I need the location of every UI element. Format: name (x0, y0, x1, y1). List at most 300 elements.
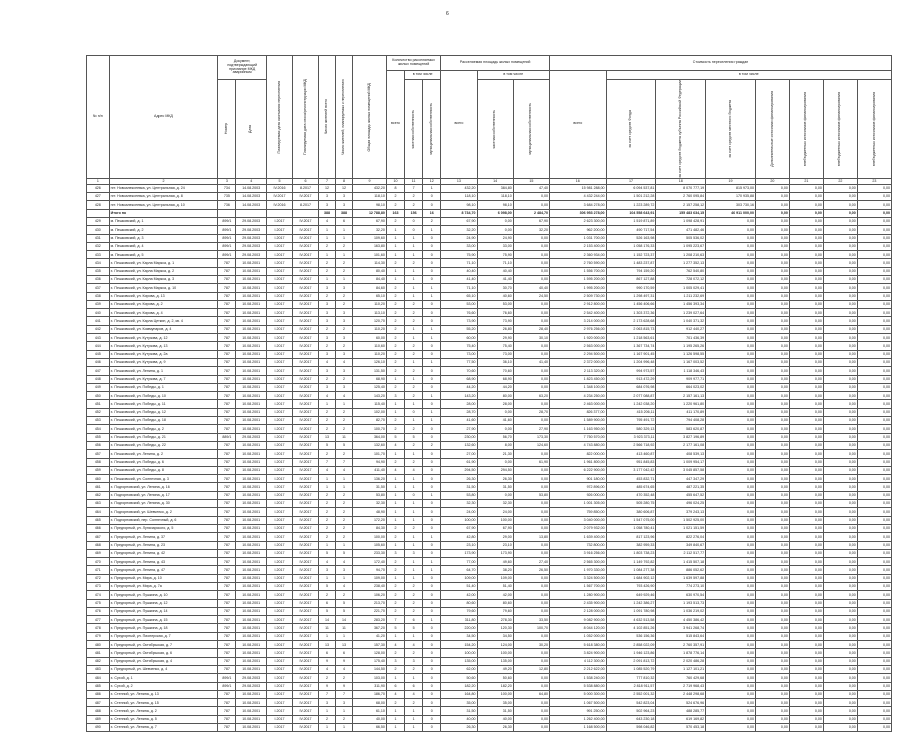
table-row (87, 665, 892, 673)
cell-ao: 40,00 (477, 715, 513, 723)
cell-addr: х. Степной, ул. Ленина, д. 5 (109, 715, 218, 723)
cell-cm: 0 (423, 234, 441, 242)
col-header-cost-other2: внебюджетных источников финансирования (823, 80, 857, 179)
cell-cl: 0,00 (706, 350, 756, 358)
cell-cm: 1 (423, 566, 441, 574)
cell-addr: х. Предгорный, ул. Ленина, д. 42 (109, 549, 218, 557)
cell-res: 1 (319, 226, 336, 234)
cell-ao: 44,20 (477, 383, 513, 391)
cell-pq: I.2017 (266, 549, 292, 557)
cell-at: 64,70 (441, 566, 477, 574)
cell-pq: I.2017 (266, 665, 292, 673)
cell-area: 132,60 (352, 441, 386, 449)
cell-cf: 913 472,29 (606, 375, 656, 383)
cell-rs: 2 (336, 242, 353, 250)
cell-dd: 10.08.2001 (236, 574, 267, 582)
cell-dd: 10.08.2001 (236, 450, 267, 458)
cell-cm: 0 (423, 201, 441, 209)
cell-ct: 4 (386, 641, 404, 649)
cell-ao: 24,00 (477, 508, 513, 516)
cell-co: 156 (405, 209, 423, 217)
cell-ce: 0,00 (755, 259, 789, 267)
cell-addr: х. Предгорный, ул. Луначарского, д. 5 (109, 524, 218, 532)
cell-at: 75,90 (441, 251, 477, 259)
cell-res: 7 (319, 690, 336, 698)
cell-am: 0,00 (513, 483, 549, 491)
cell-n: 481 (87, 649, 110, 657)
cell-ct: 2 (386, 599, 404, 607)
cell-ao: 75,90 (477, 251, 513, 259)
cell-cl: 303 730,16 (706, 201, 756, 209)
cell-ce: 0,00 (789, 690, 823, 698)
table-row (87, 276, 892, 284)
col-header-cost-total: всего (549, 71, 606, 179)
cell-pq: I.2017 (266, 475, 292, 483)
cell-ce: 0,00 (755, 574, 789, 582)
cell-ce: 0,00 (823, 383, 857, 391)
cell-ce: 0,00 (755, 707, 789, 715)
cell-ce: 0,00 (823, 276, 857, 284)
cell-n: 480 (87, 641, 110, 649)
cell-rs: 3 (336, 566, 353, 574)
cell-cl: 0,00 (706, 599, 756, 607)
cell-am: 33,50 (513, 616, 549, 624)
cell-co: 1 (405, 334, 423, 342)
cell-ao: 50,60 (477, 674, 513, 682)
cell-cl: 0,00 (706, 607, 756, 615)
cell-addr: х. Пешковский, ул. Карла Маркса, д. 3 (109, 276, 218, 284)
cell-pq: I.2017 (266, 508, 292, 516)
col-header-cost-incl: в том числе (606, 71, 891, 80)
cell-cr: 2 157 161,13 (656, 392, 706, 400)
cell-pd: IV.2017 (293, 392, 319, 400)
cell-am: 0,00 (513, 724, 549, 732)
cell-cf: 413 460,87 (606, 450, 656, 458)
table-row (87, 458, 892, 466)
cell-ct: 1 (386, 276, 404, 284)
cell-pq: I.2017 (266, 674, 292, 682)
cell-res: 2 (319, 342, 336, 350)
cell-co: 2 (405, 201, 423, 209)
cell-cf: 1 058 176,33 (606, 242, 656, 250)
cell-cost: 1 163 950,00 (549, 425, 606, 433)
cell-addr: х. Предгорный, ул. Пушкина, д. 10 (109, 591, 218, 599)
cell-ce: 0,00 (789, 184, 823, 192)
cell-cost: 826 377,00 (549, 408, 606, 416)
cell-dn: 787 (218, 574, 236, 582)
cell-addr: х. Пешковский, ул. Кутузова, д. 12 (109, 334, 218, 342)
cell-dn: 787 (218, 500, 236, 508)
cell-pd: IV.2017 (293, 574, 319, 582)
cell-res: 3 (319, 309, 336, 317)
cell-dd: 10.08.2001 (236, 582, 267, 590)
cell-pq: I.2017 (266, 242, 292, 250)
cell-cl: 0,00 (706, 674, 756, 682)
cell-ce: 0,00 (755, 541, 789, 549)
cell-ao: 38,20 (477, 566, 513, 574)
cell-n: 469 (87, 549, 110, 557)
cell-n: 476 (87, 607, 110, 615)
cell-dn: 787 (218, 541, 236, 549)
cell-n: 444 (87, 342, 110, 350)
cell-addr: х. Предгорный, ул. Шевченко, д. 4 (109, 665, 218, 673)
cell-pd: IV.2017 (293, 441, 319, 449)
cell-rs: 6 (336, 217, 353, 225)
cell-ce: 0,00 (857, 342, 891, 350)
col-header-count-group: Количество расселяемых жилых помещений (386, 56, 440, 71)
cell-addr: х. Пешковский, ул. Карла Маркса, д. 2 (109, 267, 218, 275)
cell-rs: 2 (336, 300, 353, 308)
cell-ce: 0,00 (789, 259, 823, 267)
cell-cr: 1 126 598,55 (656, 350, 706, 358)
cell-ce: 0,00 (857, 284, 891, 292)
cell-dd: 10.08.2001 (236, 475, 267, 483)
cell-cf: 382 959,33 (606, 541, 656, 549)
table-row (87, 317, 892, 325)
cell-rs: 2 (336, 375, 353, 383)
cell-cl: 0,00 (706, 566, 756, 574)
cell-dd: 10.08.2001 (236, 400, 267, 408)
cell-area: 238,40 (352, 582, 386, 590)
cell-area: 106,20 (352, 591, 386, 599)
cell-cost: 3 824 900,00 (549, 649, 606, 657)
cell-area: 118,10 (352, 193, 386, 201)
table-row (87, 383, 892, 391)
cell-res: 2 (319, 500, 336, 508)
cell-am: 63,20 (513, 392, 549, 400)
col-header-area-group: Расселяемая площадь жилых помещений (441, 56, 550, 71)
cell-area: 432,20 (352, 184, 386, 192)
cell-ce: 0,00 (789, 367, 823, 375)
cell-am: 0,00 (513, 234, 549, 242)
cell-ao: 33,00 (477, 242, 513, 250)
cell-co: 1 (405, 541, 423, 549)
cell-area: 41,20 (352, 632, 386, 640)
cell-am: 0,00 (513, 591, 549, 599)
cell-ao: 0,00 (477, 458, 513, 466)
cell-ct: 2 (386, 458, 404, 466)
cell-cl: 0,00 (706, 317, 756, 325)
cell-ce: 0,00 (755, 624, 789, 632)
cell-ce: 0,00 (857, 383, 891, 391)
cell-rs: 1 (336, 707, 353, 715)
cell-pd: IV.2017 (293, 657, 319, 665)
cell-pq: I.2017 (266, 715, 292, 723)
cell-pq: I.2017 (266, 375, 292, 383)
cell-at: 132,60 (441, 441, 477, 449)
table-row (87, 516, 892, 524)
cell-n: 479 (87, 632, 110, 640)
cell-at: 35,00 (441, 699, 477, 707)
cell-cr: 8 070 777,19 (656, 184, 706, 192)
cell-rs: 2 (336, 516, 353, 524)
cell-ce: 0,00 (755, 400, 789, 408)
cell-cr: 570 453,18 (656, 724, 706, 732)
cell-cost: 4 112 300,00 (549, 657, 606, 665)
cell-cl: 0,00 (706, 334, 756, 342)
cell-res: 2 (319, 524, 336, 532)
cell-ce: 0,00 (789, 309, 823, 317)
cell-cost: 2 079 932,00 (549, 524, 606, 532)
cell-rs: 2 (336, 267, 353, 275)
table-row (87, 533, 892, 541)
cell-rs: 4 (336, 392, 353, 400)
cell-pq: I.2017 (266, 466, 292, 474)
cell-co: 1 (405, 500, 423, 508)
cell-ao: 0,00 (477, 217, 513, 225)
cell-pq: I.2017 (266, 458, 292, 466)
cell-ct: 7 (386, 616, 404, 624)
cell-pq: I.2017 (266, 500, 292, 508)
cell-res: 3 (319, 367, 336, 375)
cell-dd: 29.08.2003 (236, 674, 267, 682)
cell-ct: 1 (386, 632, 404, 640)
cell-cm: 0 (423, 508, 441, 516)
cell-area: 364,00 (352, 433, 386, 441)
cell-area: 213,70 (352, 599, 386, 607)
cell-ce: 0,00 (823, 524, 857, 532)
cell-pq: I.2017 (266, 566, 292, 574)
cell-cf: 1 501 212,28 (606, 193, 656, 201)
cell-ao: 278,30 (477, 616, 513, 624)
cell-ce: 0,00 (857, 508, 891, 516)
cell-am: 0,00 (513, 574, 549, 582)
cell-ce: 0,00 (755, 566, 789, 574)
cell-dd: 10.08.2001 (236, 665, 267, 673)
cell-pd: IV.2017 (293, 699, 319, 707)
cell-pd: IV.2017 (293, 690, 319, 698)
cell-pq: I.2017 (266, 334, 292, 342)
cell-ct: 2 (386, 524, 404, 532)
cell-ct: 2 (386, 292, 404, 300)
cell-ao: 31,50 (477, 707, 513, 715)
col-header-doc-date: Дата (236, 80, 267, 179)
cell-res: 5 (319, 607, 336, 615)
cell-am: 0,00 (513, 582, 549, 590)
cell-ce: 0,00 (789, 201, 823, 209)
cell-cl: 0,00 (706, 707, 756, 715)
cell-n: 446 (87, 358, 110, 366)
cell-at: 28,00 (441, 400, 477, 408)
cell-dn: 787 (218, 616, 236, 624)
cell-addr: пгт. Новоалексеевка, ул. Центральная, д. 10 (109, 201, 218, 209)
cell-ao: 384,80 (477, 184, 513, 192)
cell-n: 473 (87, 582, 110, 590)
cell-n: 438 (87, 292, 110, 300)
cell-ce: 0,00 (823, 450, 857, 458)
cell-cl: 0,00 (706, 292, 756, 300)
cell-rs: 3 (336, 699, 353, 707)
cell-cf: 649 929,46 (606, 591, 656, 599)
cell-cost: 3 214 000,00 (549, 317, 606, 325)
cell-cm: 0 (423, 433, 441, 441)
cell-pd: IV.2017 (293, 491, 319, 499)
cell-cf: 1 298 497,31 (606, 292, 656, 300)
cell-cm: 0 (423, 483, 441, 491)
cell-ce: 0,00 (755, 699, 789, 707)
cell-dd: 29.08.2003 (236, 251, 267, 259)
cell-dd: 10.08.2001 (236, 334, 267, 342)
table-row (87, 300, 892, 308)
cell-dn: 787 (218, 300, 236, 308)
cell-pd: IV.2017 (293, 599, 319, 607)
cell-rs: 1 (336, 234, 353, 242)
cell-ce: 0,00 (857, 251, 891, 259)
cell-ct: 2 (386, 309, 404, 317)
cell-pd: IV.2017 (293, 242, 319, 250)
cell-dd (236, 209, 267, 217)
cell-cm: 0 (423, 682, 441, 690)
cell-res: 1 (319, 234, 336, 242)
cell-dn: 787 (218, 358, 236, 366)
cell-pq: I.2017 (266, 516, 292, 524)
cell-ce: 0,00 (823, 616, 857, 624)
cell-cr: 583 620,87 (656, 425, 706, 433)
cell-am: 0,00 (513, 707, 549, 715)
cell-ce: 0,00 (755, 649, 789, 657)
cell-cf: 817 123,96 (606, 533, 656, 541)
table-row (87, 707, 892, 715)
cell-pq: I.2017 (266, 342, 292, 350)
cell-at: 62,00 (441, 665, 477, 673)
cell-am: 67,90 (513, 217, 549, 225)
cell-cm: 1 (423, 226, 441, 234)
cell-ao: 21,30 (477, 450, 513, 458)
table-row (87, 342, 892, 350)
cell-addr: х. Предгорный, ул. Пионерская, д. 7 (109, 632, 218, 640)
cell-res: 2 (319, 259, 336, 267)
cell-ce: 0,00 (755, 425, 789, 433)
cell-addr: х. Предгорный, ул. Ленина, д. 23 (109, 541, 218, 549)
cell-ce: 0,00 (755, 251, 789, 259)
cell-cost: 1 639 400,00 (549, 533, 606, 541)
col-header-resettled: Число жителей, планируемых к переселению (336, 56, 353, 179)
cell-co: 2 (405, 425, 423, 433)
cell-dn: 787 (218, 475, 236, 483)
cell-cost: 1 052 000,00 (549, 632, 606, 640)
cell-n: 470 (87, 558, 110, 566)
cell-res: 2 (319, 533, 336, 541)
cell-cl: 0,00 (706, 682, 756, 690)
cell-ct: 2 (386, 607, 404, 615)
cell-ce: 0,00 (857, 533, 891, 541)
cell-at: 432,20 (441, 184, 477, 192)
cell-rs: 388 (336, 209, 353, 217)
cell-addr: пгт. Новоалексеевка, ул. Центральная, д. 24 (109, 184, 218, 192)
cell-addr: х. Пешковский, ул. Ленина, д. 2 (109, 450, 218, 458)
cell-area: 172,40 (352, 558, 386, 566)
cell-dd: 10.08.2001 (236, 276, 267, 284)
cell-cl: 46 911 000,00 (706, 209, 756, 217)
cell-dd: 29.08.2003 (236, 242, 267, 250)
cell-pq: I.2017 (266, 690, 292, 698)
cell-co: 2 (405, 441, 423, 449)
cell-cm: 0 (423, 707, 441, 715)
cell-rs: 5 (336, 607, 353, 615)
cell-ce: 0,00 (823, 267, 857, 275)
cell-ce: 0,00 (857, 516, 891, 524)
cell-n: 485 (87, 682, 110, 690)
cell-area: 94,90 (352, 458, 386, 466)
cell-ct: 2 (386, 566, 404, 574)
cell-res: 3 (319, 566, 336, 574)
cell-at: 31,50 (441, 483, 477, 491)
cell-pd: IV.2017 (293, 317, 319, 325)
cell-area: 68,00 (352, 699, 386, 707)
cell-ce: 0,00 (823, 193, 857, 201)
cell-addr: х. Пешковский, ул. Кутузова, д. 2а (109, 350, 218, 358)
cell-ao: 80,00 (477, 392, 513, 400)
cell-ct: 3 (386, 392, 404, 400)
cell-cr: 455 647,52 (656, 491, 706, 499)
cell-cf: 793 426,90 (606, 582, 656, 590)
cell-n: 459 (87, 466, 110, 474)
column-index-cell: 3 (218, 178, 236, 184)
cell-at: 75,40 (441, 342, 477, 350)
cell-n: 450 (87, 392, 110, 400)
cell-ce: 0,00 (857, 690, 891, 698)
cell-rs: 4 (336, 358, 353, 366)
cell-area: 186,70 (352, 690, 386, 698)
cell-cf: 380 606,87 (606, 508, 656, 516)
cell-co: 1 (405, 276, 423, 284)
cell-ce: 0,00 (789, 342, 823, 350)
cell-at: 71,10 (441, 284, 477, 292)
cell-at: 100,00 (441, 649, 477, 657)
cell-cl: 0,00 (706, 408, 756, 416)
cell-ce: 0,00 (857, 558, 891, 566)
cell-co: 1 (405, 417, 423, 425)
cell-at: 44,20 (441, 383, 477, 391)
cell-ce: 0,00 (789, 392, 823, 400)
cell-cost: 2 113 320,00 (549, 367, 606, 375)
cell-res: 2 (319, 375, 336, 383)
cell-ce: 0,00 (789, 475, 823, 483)
col-header-num: № п/п (87, 56, 110, 179)
cell-ce: 0,00 (823, 342, 857, 350)
cell-ce: 0,00 (823, 491, 857, 499)
cell-at: 73,90 (441, 317, 477, 325)
cell-cr: 1 211 232,69 (656, 292, 706, 300)
cell-pd: IV.2017 (293, 234, 319, 242)
cell-pd: IV.2017 (293, 350, 319, 358)
column-index-cell: 21 (789, 178, 823, 184)
cell-pd: IV.2017 (293, 226, 319, 234)
cell-cm: 0 (423, 309, 441, 317)
cell-at: 61,90 (441, 458, 477, 466)
column-index-cell: 6 (293, 178, 319, 184)
cell-ce: 0,00 (789, 350, 823, 358)
cell-pd: IV.2017 (293, 417, 319, 425)
cell-pd: IV.2017 (293, 649, 319, 657)
cell-am: 0,00 (513, 267, 549, 275)
cell-cost: 1 920 000,00 (549, 334, 606, 342)
cell-addr: х. Предгорный, ул. Ленина, д. 43 (109, 558, 218, 566)
cell-cost: 3 324 500,00 (549, 574, 606, 582)
cell-ce: 0,00 (755, 682, 789, 690)
cell-ct: 2 (386, 383, 404, 391)
column-index-cell: 4 (236, 178, 267, 184)
cell-n: 441 (87, 317, 110, 325)
cell-ce: 0,00 (755, 325, 789, 333)
cell-at: 65,10 (441, 292, 477, 300)
cell-cm: 0 (423, 342, 441, 350)
cell-ce: 0,00 (823, 334, 857, 342)
cell-area: 367,20 (352, 624, 386, 632)
cell-area: 100,00 (352, 533, 386, 541)
cell-addr: х. Подгорновский, ул. Шевченко, д. 2 (109, 508, 218, 516)
cell-ce: 0,00 (823, 251, 857, 259)
